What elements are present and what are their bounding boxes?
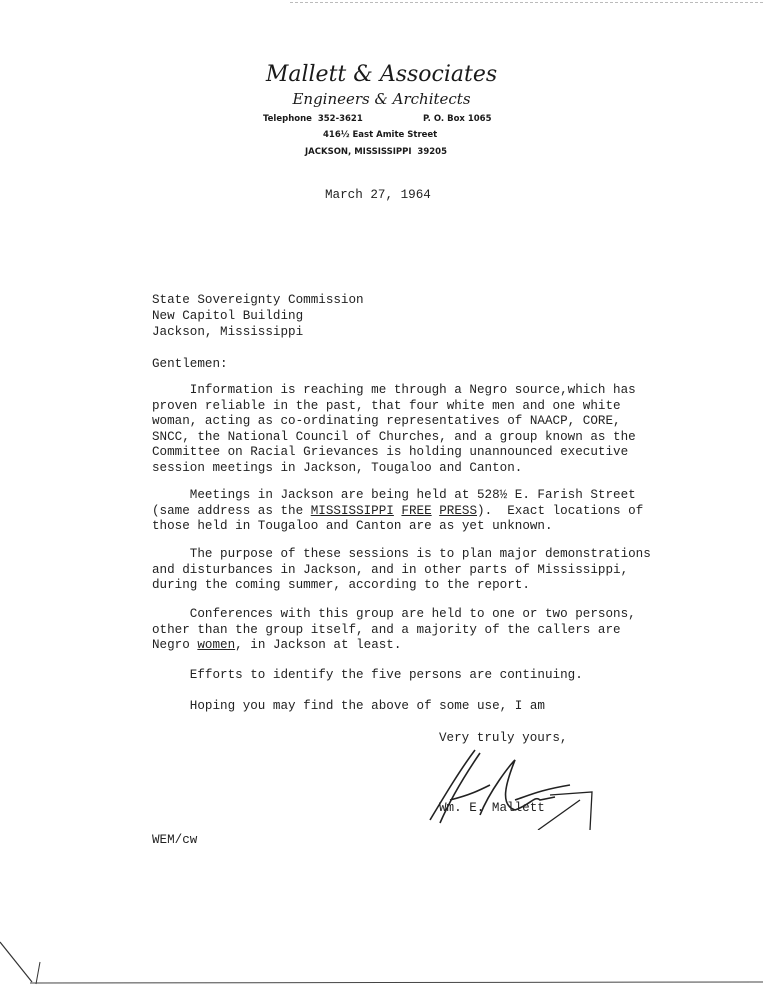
text: Negro <box>152 638 198 652</box>
letterhead-street: 416½ East Amite Street <box>323 130 438 140</box>
letterhead-city: JACKSON, MISSISSIPPI 39205 <box>305 147 447 157</box>
paragraph-6: Hoping you may find the above of some use, I am <box>152 699 545 713</box>
body-line: and disturbances in Jackson, and in other parts of Mississippi, <box>152 563 629 577</box>
body-line: Information is reaching me through a Negro source,which has <box>152 383 636 397</box>
scan-edge <box>290 2 763 3</box>
body-line <box>152 638 401 654</box>
text: (same address as the <box>152 504 311 518</box>
paragraph-5: Efforts to identify the five persons are continuing. <box>152 668 583 682</box>
body-line: Meetings in Jackson are being held at 528½ E. Farish Street <box>152 488 636 502</box>
letterhead-po-box: P. O. Box 1065 <box>423 114 492 124</box>
body-line: other than the group itself, and a majority of the callers are <box>152 623 621 637</box>
signature <box>420 745 610 830</box>
body-line <box>152 504 643 520</box>
body-line: during the coming summer, according to the report. <box>152 578 530 592</box>
body-line: Committee on Racial Grievances is holding unannounced executive <box>152 445 629 459</box>
newspaper-name: FREE <box>401 504 432 518</box>
recipient-line: Jackson, Mississippi <box>152 325 304 339</box>
body-line: proven reliable in the past, that four white men and one white <box>152 399 621 413</box>
recipient-line: New Capitol Building <box>152 309 304 323</box>
body-line: SNCC, the National Council of Churches, and a group known as the <box>152 430 636 444</box>
typist-initials: WEM/cw <box>152 833 198 847</box>
newspaper-name: PRESS <box>439 504 478 518</box>
recipient-line: State Sovereignty Commission <box>152 293 364 307</box>
scan-artifacts <box>0 940 763 986</box>
salutation: Gentlemen: <box>152 357 228 371</box>
letterhead-firm: Mallett & Associates <box>265 62 498 87</box>
body-line: Conferences with this group are held to one or two persons, <box>152 607 636 621</box>
letterhead-telephone: Telephone 352-3621 <box>263 114 363 124</box>
signer-name: Wm. E. Mallett <box>439 801 545 815</box>
underlined-word: women <box>197 638 236 652</box>
text: , in Jackson at least. <box>235 638 402 652</box>
body-line: woman, acting as co-ordinating representatives of NAACP, CORE, <box>152 414 621 428</box>
newspaper-name: MISSISSIPPI <box>310 504 394 518</box>
body-line: session meetings in Jackson, Tougaloo and Canton. <box>152 461 523 475</box>
body-line: The purpose of these sessions is to plan major demonstrations <box>152 547 651 561</box>
body-line: those held in Tougaloo and Canton are as yet unknown. <box>152 519 553 533</box>
closing: Very truly yours, <box>439 731 568 745</box>
letter-date: March 27, 1964 <box>325 188 431 202</box>
text: ). Exact locations of <box>477 504 644 518</box>
letterhead-subtitle: Engineers & Architects <box>292 90 471 108</box>
